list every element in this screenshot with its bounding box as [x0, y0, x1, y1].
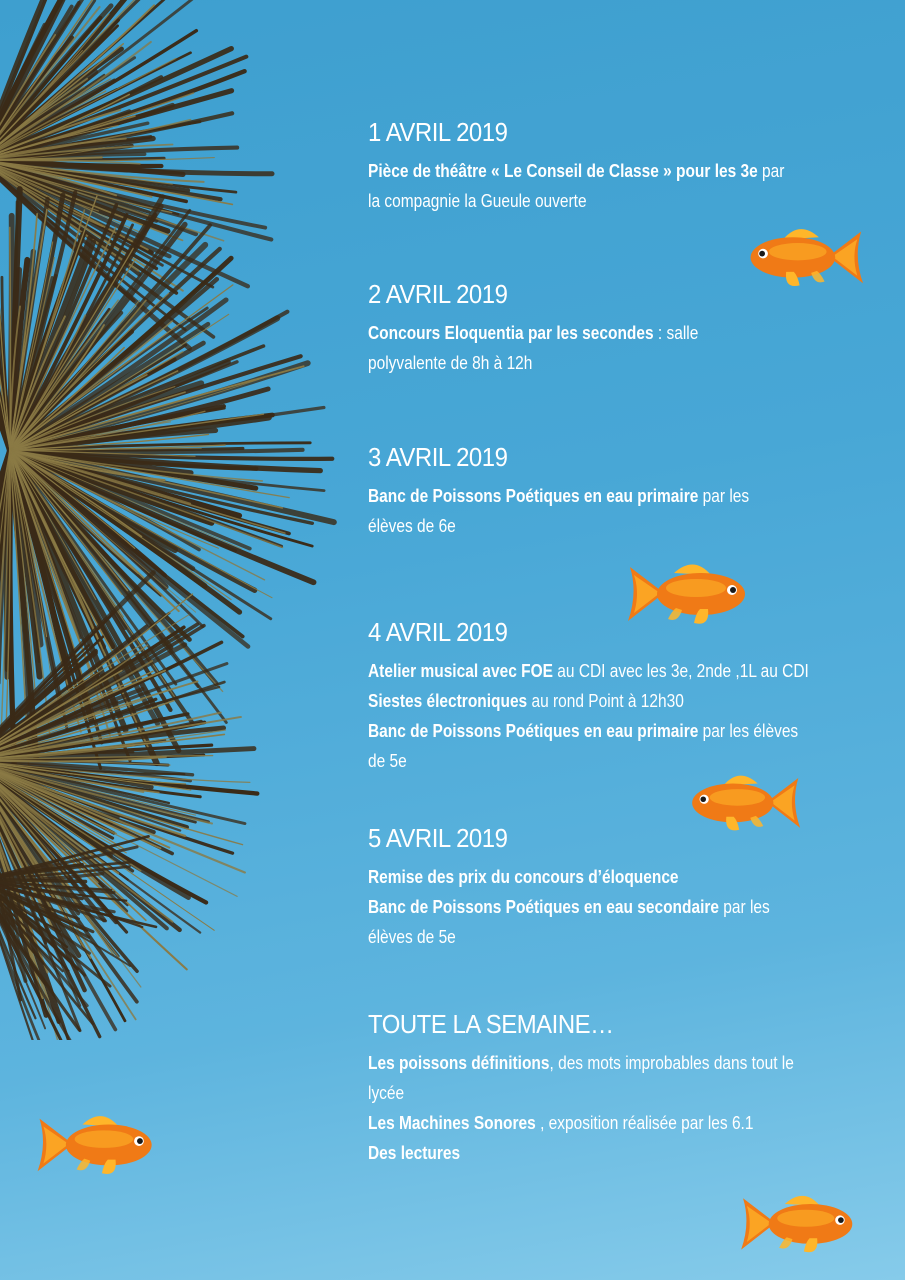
event-all-week: [368, 1008, 863, 1168]
event-line: Banc de Poissons Poétiques en eau primaire par les élèves: [368, 721, 799, 741]
event-line: Remise des prix du concours d’éloquence: [368, 867, 679, 887]
event-date: 3 AVRIL 2019: [368, 442, 508, 472]
event-line: Banc de Poissons Poétiques en eau secondaire par les: [368, 897, 770, 917]
event-line: Atelier musical avec FOE au CDI avec les 3e, 2nde ,1L au CDI: [368, 661, 809, 681]
event-date: 1 AVRIL 2019: [368, 117, 508, 147]
event-line: la compagnie la Gueule ouverte: [368, 191, 587, 211]
event-line: Siestes électroniques au rond Point à 12h30: [368, 691, 684, 711]
event-line: élèves de 6e: [368, 516, 456, 536]
event-date: TOUTE LA SEMAINE…: [368, 1009, 614, 1039]
event-line: polyvalente de 8h à 12h: [368, 353, 533, 373]
event-day-5: [368, 822, 863, 952]
event-line: Pièce de théâtre « Le Conseil de Classe » pour les 3e par: [368, 161, 785, 181]
event-date: 5 AVRIL 2019: [368, 823, 508, 853]
event-date: 2 AVRIL 2019: [368, 279, 508, 309]
event-line: élèves de 5e: [368, 927, 456, 947]
event-day-4: [368, 616, 863, 776]
event-line: Banc de Poissons Poétiques en eau primaire par les: [368, 486, 750, 506]
event-date: 4 AVRIL 2019: [368, 617, 508, 647]
event-line: Les poissons définitions, des mots improbables dans tout le: [368, 1053, 794, 1073]
palm-leaf-icon: [0, 0, 360, 1040]
goldfish-icon: [737, 1185, 865, 1261]
event-line: Des lectures: [368, 1143, 461, 1163]
event-day-1: [368, 116, 863, 216]
event-day-2: [368, 278, 863, 378]
event-line: lycée: [368, 1083, 405, 1103]
event-day-3: [368, 441, 863, 541]
goldfish-icon: [28, 1105, 170, 1183]
event-line: Les Machines Sonores , exposition réalisée par les 6.1: [368, 1113, 754, 1133]
event-line: de 5e: [368, 751, 407, 771]
event-line: Concours Eloquentia par les secondes : salle: [368, 323, 699, 343]
